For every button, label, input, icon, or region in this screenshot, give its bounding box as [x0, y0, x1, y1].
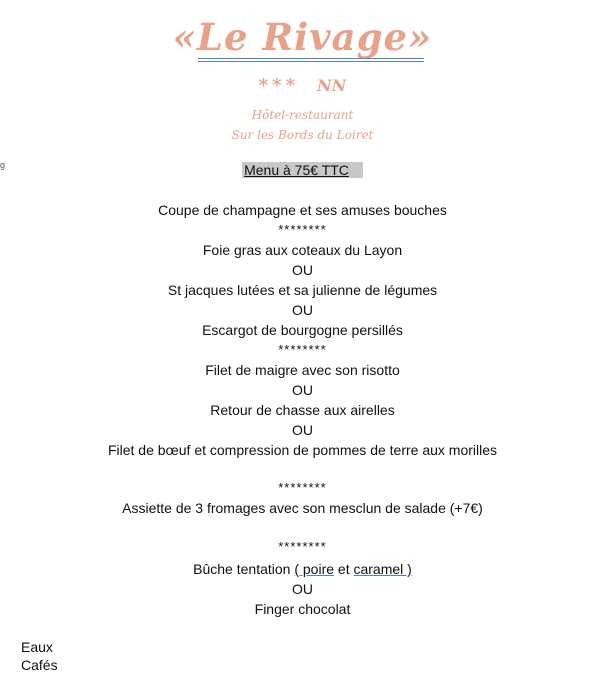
menu-line: Coupe de champagne et ses amuses bouches	[158, 202, 447, 218]
dessert-poire: ( poire	[294, 561, 335, 577]
logo-underline-top	[198, 58, 424, 59]
menu-or: OU	[292, 382, 313, 398]
menu-or: OU	[292, 302, 313, 318]
menu-separator: ********	[278, 480, 327, 495]
dessert-caramel: caramel )	[353, 561, 412, 577]
menu-line: Filet de bœuf et compression de pommes de terre aux morilles	[107, 442, 498, 458]
rating-label: NN	[317, 76, 347, 95]
subtitle-location: Sur les Bords du Loiret	[231, 128, 374, 142]
menu-or: OU	[292, 262, 313, 278]
menu-or: OU	[292, 581, 313, 597]
footer-cafes: Cafés	[21, 657, 58, 673]
menu-separator: ********	[278, 539, 327, 554]
dessert-prefix: Bûche tentation	[193, 561, 295, 577]
rating-stars: ***	[258, 75, 299, 96]
menu-title-text: Menu à 75€ TTC	[242, 162, 363, 178]
menu-line: Retour de chasse aux airelles	[210, 402, 395, 418]
logo-underline-bottom	[198, 61, 424, 62]
menu-separator: ********	[278, 342, 327, 357]
subtitle-hotel: Hôtel-restaurant	[251, 108, 354, 122]
rating-line	[0, 76, 605, 96]
menu-line: Filet de maigre avec son risotto	[205, 362, 400, 378]
menu-line: Foie gras aux coteaux du Layon	[202, 242, 403, 258]
menu-title	[0, 160, 605, 180]
menu-line: St jacques lutées et sa julienne de légumes	[167, 282, 438, 298]
margin-mark: g	[0, 160, 6, 170]
menu-separator: ********	[278, 222, 327, 237]
logo-title: «Le Rivage»	[172, 15, 433, 59]
menu-line: Escargot de bourgogne persillés	[202, 322, 403, 338]
menu-line: Assiette de 3 fromages avec son mesclun de salade (+7€)	[122, 500, 483, 516]
dessert-line	[0, 559, 605, 579]
dessert-middle: et	[334, 561, 354, 577]
footer-eaux: Eaux	[21, 639, 53, 655]
menu-line: Finger chocolat	[254, 601, 351, 617]
menu-or: OU	[292, 422, 313, 438]
